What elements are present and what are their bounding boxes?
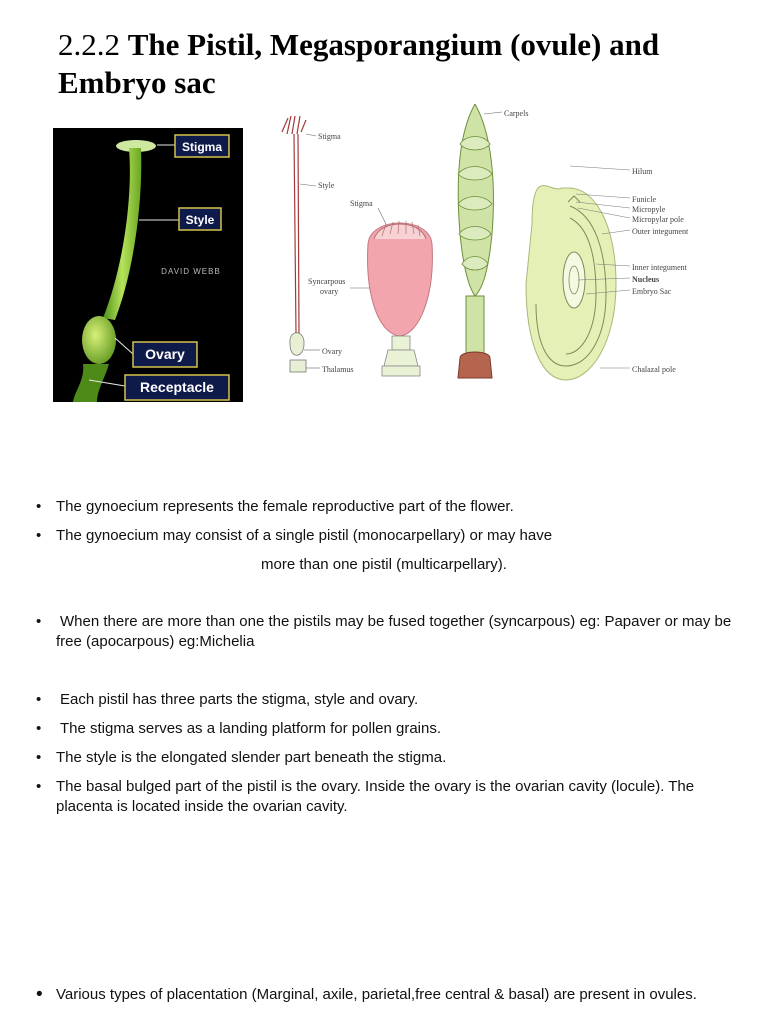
diagram-label-syncarpous-2: ovary [320,287,339,296]
monocarpellary-pistil-drawing [282,116,354,374]
diagram-label-hilum: Hilum [632,167,653,176]
bullet-item [36,612,736,652]
bullet-text: The stigma serves as a landing platform for pollen grains. [60,720,442,737]
diagram-label-stigma-b: Stigma [350,199,373,208]
pistil-types-diagram [270,104,720,394]
title-number: 2.2.2 [58,27,120,62]
photo-ovary [82,316,116,364]
diagram-label-thalamus: Thalamus [322,365,354,374]
diagram-label-inner-integument: Inner integument [632,263,687,272]
diagram-label-nucleus: Nucleus [632,275,660,284]
bullet-list-1 [36,497,736,546]
bullet-item: • The gynoecium may consist of a single pistil (monocarpellary) or may have [36,526,736,546]
pistil-photo-illustration [53,128,243,402]
apocarpous-pistil-drawing [458,104,528,378]
diagram-label-syncarpous-1: Syncarpous [308,277,346,286]
bullet-item [36,719,736,739]
photo-label-ovary: Ovary [145,346,185,362]
diagram-label-chalazal-pole: Chalazal pole [632,365,676,374]
diagram-label-embryo-sac: Embryo Sac [632,287,672,296]
bullet-continuation: more than one pistil (multicarpellary). [261,556,507,573]
bullet-text: Each pistil has three parts the stigma, style and ovary. [60,691,419,708]
diagram-label-style: Style [318,181,335,190]
bullet-text: When there are more than one the pistils may be fused together (syncarpous) eg: Papaver or may be free (apocarpous) eg:Michelia [56,613,732,650]
bullet-item [36,690,736,710]
diagram-label-outer-integument: Outer integument [632,227,689,236]
title-text: The Pistil, Megasporangium (ovule) and Embryo sac [58,27,660,100]
bullet-list-3 [36,690,736,817]
photo-credit: David Webb [161,267,221,276]
diagram-label-stigma-a: Stigma [318,132,341,141]
bullet-list-2 [36,612,736,652]
bullet-item: • Various types of placentation (Marginal, axile, parietal,free central & basal) are present in ovules. [36,985,736,1005]
photo-receptacle [73,364,109,402]
diagram-label-ovary: Ovary [322,347,342,356]
pistil-photo [53,128,243,402]
slide-title [58,26,748,102]
bullet-item: • The basal bulged part of the pistil is the ovary. Inside the ovary is the ovarian cavity (locule). The placenta is located inside the ovarian cavity. [36,777,736,817]
photo-style [103,148,141,320]
diagram-label-micropylar-pole: Micropylar pole [632,215,684,224]
photo-label-style: Style [185,213,215,227]
ovule-drawing [526,166,689,380]
bullet-item: • The style is the elongated slender part beneath the stigma. [36,748,736,768]
bullet-list-4 [36,985,736,1005]
photo-label-stigma: Stigma [181,140,223,154]
diagram-label-carpels: Carpels [504,109,529,118]
photo-label-receptacle: Receptacle [140,379,214,395]
diagram-label-micropyle: Micropyle [632,205,666,214]
diagram-label-funicle: Funicle [632,195,656,204]
bullet-item: • The gynoecium represents the female reproductive part of the flower. [36,497,736,517]
